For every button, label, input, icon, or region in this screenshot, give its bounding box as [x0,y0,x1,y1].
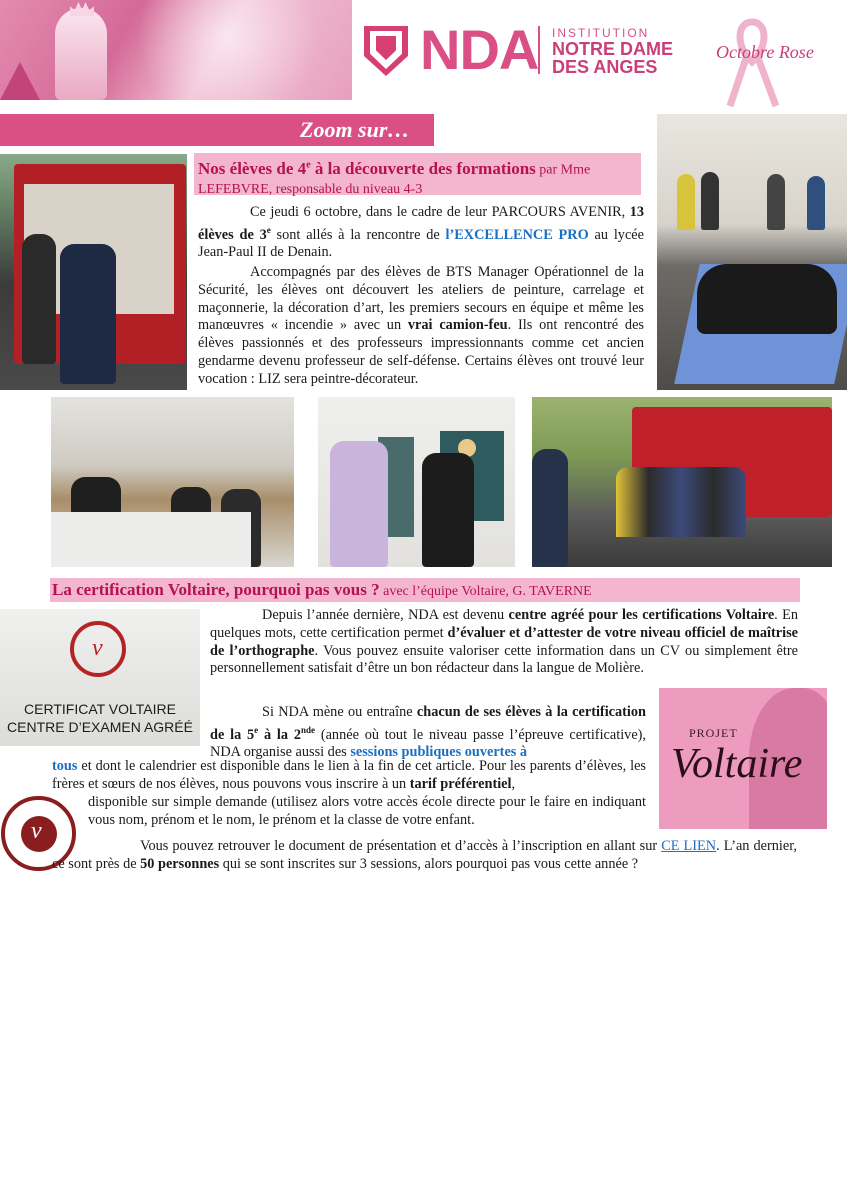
chapel-roof [0,62,40,100]
article2-paragraph-1: Depuis l’année dernière, NDA est devenu centre agréé pour les certifications Voltaire. En quelques mots, cette certification permet d’évaluer et d’attester de votre niveau officiel de maîtrise de l’orthographe. Vous pouvez ensuite valoriser cette information dans un CV ou simplement être personnellement satisfait d’être un bon rédacteur dans la langue de Molière. [210,607,798,677]
projet-voltaire-wordmark: Voltaire [671,741,803,787]
student-in-helmet [60,244,116,384]
student-group [616,467,746,537]
virgin-statue [55,8,107,100]
institution-label: INSTITUTION [552,26,650,40]
article2-paragraph-2b: tous et dont le calendrier est disponible dans le lien à la fin de cet article. Pour les parents d’élèves, les frères et sœurs de nos élèves, nous pouvons vous inscrire à un tarif préférentiel, [52,758,646,792]
article1-paragraph-1: Ce jeudi 6 octobre, dans le cadre de leur PARCOURS AVENIR, 13 élèves de 3e sont allés à la rencontre de l’EXCELLENCE PRO au lycée Jean-Paul II de Denain. [198,204,644,261]
student-figure [330,441,388,567]
student-figure [22,234,56,364]
cert-sign-line2: CENTRE D’EXAMEN AGRÉÉ [7,719,193,735]
nda-logo: NDA [420,18,539,81]
projet-label: PROJET [689,726,738,740]
pink-ribbon-icon [722,18,782,110]
student-figure [422,453,474,567]
institution-name [552,40,673,76]
institution-name-line2: DES ANGES [552,57,658,77]
logo-divider [538,26,540,74]
article2-paragraph-2c: disponible sur simple demande (utilisez alors votre accès école directe pour le faire en indiquant vous nom, prénom et le nom, le prénom et la classe de votre enfant. [88,794,646,828]
article2-title [52,579,592,602]
zoom-banner-label: Zoom sur… [300,117,410,142]
institution-name-line1: NOTRE DAME [552,39,673,59]
student-figure [767,174,785,230]
projet-voltaire-logo [659,688,827,829]
voltaire-logo-v: v [92,635,103,661]
octobre-rose-label: Octobre Rose [716,42,814,62]
student-figure [701,172,719,230]
photo-fire-truck-students [0,154,187,390]
seal-v-icon: v [31,818,42,844]
rescuers-figure [697,264,837,334]
article1-heading: Nos élèves de 4e à la découverte des formations [198,158,536,178]
photo-masonry-workshop [51,397,294,567]
article2-byline: avec l’équipe Voltaire, G. TAVERNE [379,584,592,599]
certificat-voltaire-sign [0,609,200,746]
article2-paragraph-3: Vous pouvez retrouver le document de présentation et d’accès à l’inscription en allant sur CE LIEN. L’an dernier, ce sont près de 50 personnes qui se sont inscrites sur 3 sessions, alors pourquoi pas vous cette année ? [52,838,798,872]
photo-art-decoration [318,397,515,567]
blossom-tree [140,0,352,100]
article1-byline: par Mme LEFEBVRE, responsable du niveau 4-3 [198,162,591,197]
student-figure [677,174,695,230]
ce-lien-link[interactable]: CE LIEN [661,838,717,854]
article2-paragraph-2a: Si NDA mène ou entraîne chacun de ses élèves à la certification de la 5e à la 2nde (année où tout le niveau passe l’épreuve certificative), NDA organise aussi des sessions publiques ouvertes à [210,704,647,761]
plaster-wall-block [51,512,251,567]
student-figure [532,449,568,567]
cert-sign-line1: CERTIFICAT VOLTAIRE [24,701,176,717]
article1-paragraph-2: Accompagnés par des élèves de BTS Manager Opérationnel de la Sécurité, les élèves ont découvert les ateliers de peinture, carrelage et maçonnerie, la décoration d’art, les premiers secours en équipe et même les manœuvres « incendie » avec un vrai camion-feu. Ils ont rencontré des élèves passionnés et des professeurs impressionnants comme cet ancien gendarme devenu professeur de self-défense. Certains élèves ont trouvé leur vocation : LIZ sera peintre-décorateur. [198,264,644,387]
photo-fire-truck-group [532,397,832,567]
header-photo-statue [0,0,352,100]
photo-first-aid-exercise [657,114,847,390]
student-figure [807,176,825,230]
article1-title [198,155,644,199]
article2-heading: La certification Voltaire, pourquoi pas vous ? [52,580,380,599]
